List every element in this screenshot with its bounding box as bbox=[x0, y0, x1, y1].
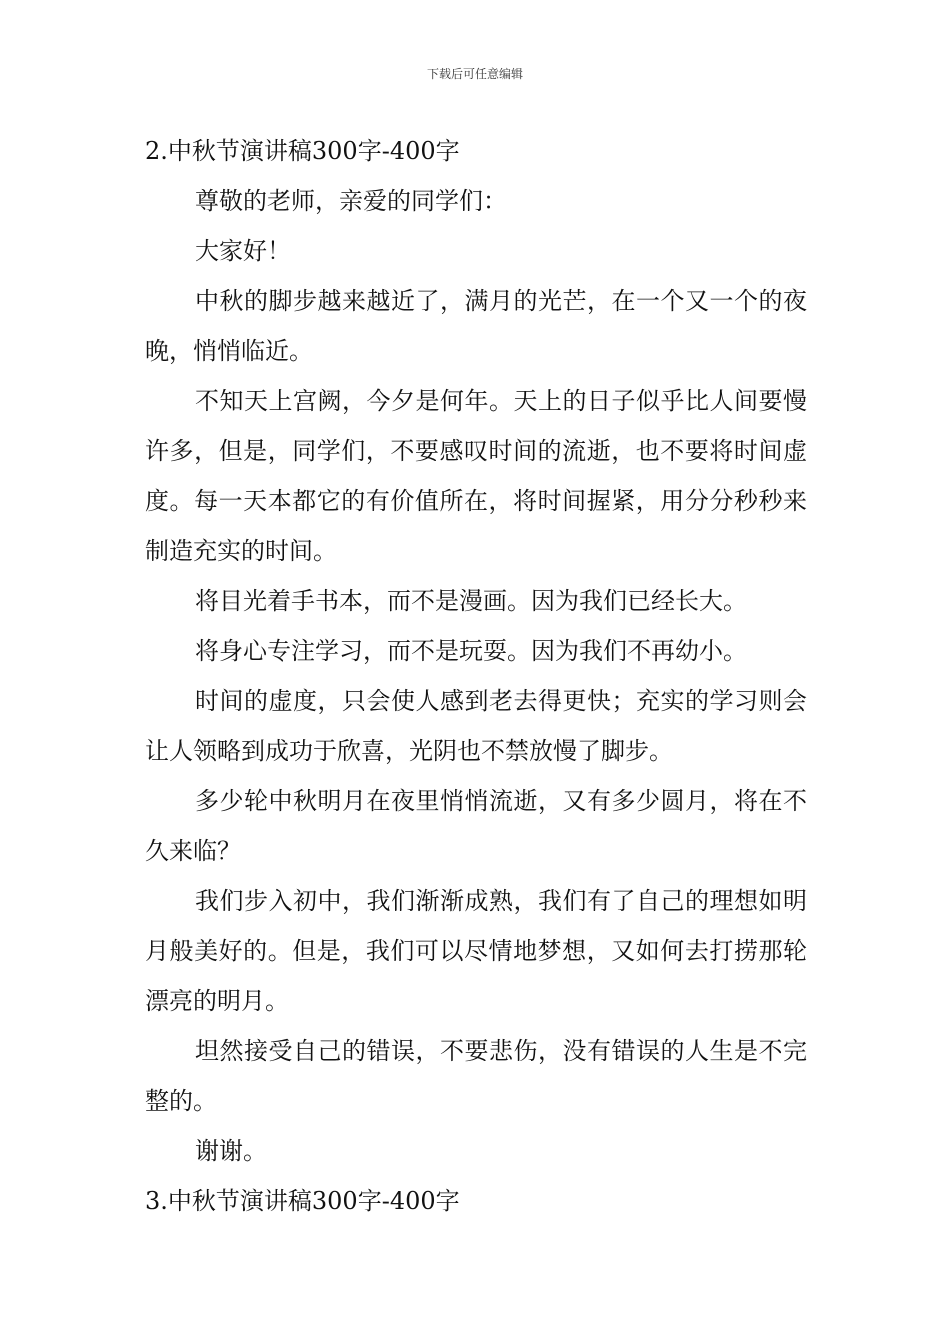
body-paragraph: 多少轮中秋明月在夜里悄悄流逝，又有多少圆月，将在不久来临？ bbox=[145, 787, 807, 865]
document-body bbox=[145, 126, 807, 1226]
body-paragraph: 坦然接受自己的错误，不要悲伤，没有错误的人生是不完整的。 bbox=[145, 1037, 807, 1115]
greeting-paragraph: 尊敬的老师，亲爱的同学们： bbox=[195, 187, 507, 215]
body-paragraph: 将身心专注学习，而不是玩耍。因为我们不再幼小。 bbox=[195, 637, 747, 665]
body-paragraph: 时间的虚度，只会使人感到老去得更快；充实的学习则会让人领略到成功于欣喜，光阴也不禁放慢了脚步。 bbox=[145, 687, 807, 765]
closing-paragraph: 谢谢。 bbox=[195, 1137, 267, 1165]
body-paragraph: 将目光着手书本，而不是漫画。因为我们已经长大。 bbox=[195, 587, 747, 615]
salutation-paragraph: 大家好！ bbox=[195, 237, 291, 265]
body-paragraph: 我们步入初中，我们渐渐成熟，我们有了自己的理想如明月般美好的。但是，我们可以尽情地梦想，又如何去打捞那轮漂亮的明月。 bbox=[145, 887, 807, 1015]
body-paragraph: 中秋的脚步越来越近了，满月的光芒，在一个又一个的夜晚，悄悄临近。 bbox=[145, 287, 807, 365]
section-heading-3: 3.中秋节演讲稿300字-400字 bbox=[145, 1187, 460, 1215]
page-header-note: 下载后可任意编辑 bbox=[426, 67, 523, 81]
section-heading-2: 2.中秋节演讲稿300字-400字 bbox=[145, 137, 460, 165]
body-paragraph: 不知天上宫阙，今夕是何年。天上的日子似乎比人间要慢许多，但是，同学们，不要感叹时间的流逝，也不要将时间虚度。每一天本都它的有价值所在，将时间握紧，用分分秒秒来制造充实的时间。 bbox=[145, 387, 807, 565]
